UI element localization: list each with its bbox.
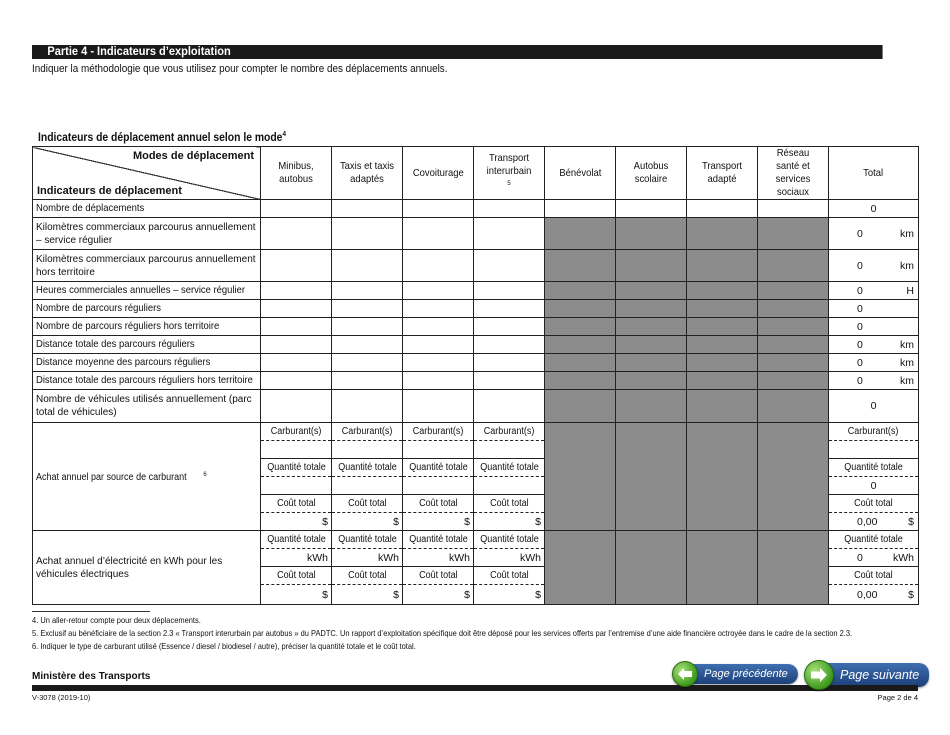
input-cell[interactable] bbox=[403, 390, 474, 423]
input-cell[interactable] bbox=[474, 390, 545, 423]
disabled-cell bbox=[545, 250, 616, 282]
elec-qty-label: Quantité totale bbox=[332, 531, 403, 549]
disabled-cell bbox=[687, 423, 758, 531]
row-label: Heures commerciales annuelles – service régulier bbox=[33, 282, 261, 300]
fuel-qty-input[interactable] bbox=[261, 477, 332, 495]
input-cell[interactable] bbox=[687, 200, 758, 218]
elec-cost-input[interactable]: $ bbox=[332, 585, 403, 605]
row-label: Nombre de parcours réguliers bbox=[33, 300, 261, 318]
input-cell[interactable] bbox=[403, 354, 474, 372]
input-cell[interactable] bbox=[403, 200, 474, 218]
input-cell[interactable] bbox=[332, 200, 403, 218]
arrow-right-icon bbox=[804, 660, 834, 690]
disabled-cell bbox=[687, 318, 758, 336]
elec-cost-input[interactable]: $ bbox=[261, 585, 332, 605]
input-cell[interactable] bbox=[474, 300, 545, 318]
mode-reseau-sante: Réseau santé et services sociaux bbox=[758, 147, 829, 200]
fuel-row-carburant bbox=[33, 423, 919, 441]
total-cell: 0 bbox=[829, 200, 919, 218]
page-number: Page 2 de 4 bbox=[877, 693, 918, 702]
disabled-cell bbox=[687, 390, 758, 423]
elec-cost-input[interactable]: $ bbox=[403, 585, 474, 605]
disabled-cell bbox=[687, 372, 758, 390]
disabled-cell bbox=[545, 300, 616, 318]
total-cell: 0 km bbox=[829, 372, 919, 390]
disabled-cell bbox=[616, 282, 687, 300]
input-cell[interactable] bbox=[261, 318, 332, 336]
elec-qty-label: Quantité totale bbox=[474, 531, 545, 549]
table-title: Indicateurs de déplacement annuel selon le mode$^4$ bbox=[38, 131, 286, 144]
fuel-qty-input[interactable] bbox=[474, 477, 545, 495]
elec-qty-input[interactable]: kWh bbox=[403, 549, 474, 567]
input-cell[interactable] bbox=[545, 200, 616, 218]
mode-total: Total bbox=[829, 147, 919, 200]
row-label: Kilomètres commerciaux parcourus annuellement hors territoire bbox=[33, 250, 261, 282]
input-cell[interactable] bbox=[261, 200, 332, 218]
elec-label: Achat annuel d’électricité en kWh pour les véhicules électriques bbox=[33, 531, 261, 605]
elec-cost-label: Coût total bbox=[261, 567, 332, 585]
arrow-left-icon bbox=[672, 661, 698, 687]
total-cell: 0 bbox=[829, 390, 919, 423]
fuel-carburant-field[interactable]: Carburant(s) bbox=[403, 423, 474, 441]
footnote-4: 4. Un aller-retour compte pour deux déplacements. bbox=[32, 615, 201, 625]
elec-row-quantite bbox=[33, 531, 919, 549]
mode-minibus: Minibus, autobus bbox=[261, 147, 332, 200]
input-cell[interactable] bbox=[332, 300, 403, 318]
input-cell[interactable] bbox=[474, 282, 545, 300]
fuel-cost-label: Coût total bbox=[261, 495, 332, 513]
disabled-cell bbox=[545, 336, 616, 354]
row-label: Kilomètres commerciaux parcourus annuellement – service régulier bbox=[33, 218, 261, 250]
section-title: Partie 4 - Indicateurs d’exploitation bbox=[47, 46, 231, 58]
mode-taxis: Taxis et taxis adaptés bbox=[332, 147, 403, 200]
table-row bbox=[33, 336, 919, 354]
disabled-cell bbox=[616, 531, 687, 605]
disabled-cell bbox=[616, 218, 687, 250]
total-cell: 0 km bbox=[829, 218, 919, 250]
fuel-qty-label: Quantité totale bbox=[332, 459, 403, 477]
disabled-cell bbox=[616, 354, 687, 372]
fuel-cost-label: Coût total bbox=[332, 495, 403, 513]
total-cell bbox=[829, 441, 919, 459]
input-cell[interactable] bbox=[758, 200, 829, 218]
row-label: Distance totale des parcours réguliers bbox=[33, 336, 261, 354]
input-cell[interactable] bbox=[332, 336, 403, 354]
table-row bbox=[33, 318, 919, 336]
table-row bbox=[33, 200, 919, 218]
row-label: Distance totale des parcours réguliers hors territoire bbox=[33, 372, 261, 390]
input-cell[interactable] bbox=[332, 354, 403, 372]
disabled-cell bbox=[616, 318, 687, 336]
table-row bbox=[33, 390, 919, 423]
previous-page-label: Page précédente bbox=[686, 664, 798, 684]
input-cell[interactable] bbox=[403, 372, 474, 390]
table-row bbox=[33, 354, 919, 372]
input-cell[interactable] bbox=[474, 372, 545, 390]
methodology-instruction: Indiquer la méthodologie que vous utilisez pour compter le nombre des déplacements annuels. bbox=[32, 63, 448, 75]
corner-header: Modes de déplacement Indicateurs de déplacement bbox=[33, 147, 261, 200]
input-cell[interactable] bbox=[403, 300, 474, 318]
table-row bbox=[33, 218, 919, 250]
elec-qty-total: 0 kWh bbox=[829, 549, 919, 567]
previous-page-button[interactable] bbox=[672, 661, 798, 687]
disabled-cell bbox=[545, 531, 616, 605]
fuel-carburant-field[interactable]: Carburant(s) bbox=[261, 423, 332, 441]
input-cell[interactable] bbox=[403, 218, 474, 250]
input-cell[interactable] bbox=[403, 441, 474, 459]
input-cell[interactable] bbox=[616, 200, 687, 218]
fuel-cost-input[interactable]: $ bbox=[261, 513, 332, 531]
header-row bbox=[33, 147, 919, 200]
disabled-cell bbox=[758, 372, 829, 390]
input-cell[interactable] bbox=[332, 441, 403, 459]
elec-qty-input[interactable]: kWh bbox=[261, 549, 332, 567]
input-cell[interactable] bbox=[261, 390, 332, 423]
disabled-cell bbox=[545, 372, 616, 390]
input-cell[interactable] bbox=[474, 318, 545, 336]
elec-cost-total-label: Coût total bbox=[829, 567, 919, 585]
ministry-name: Ministère des Transports bbox=[32, 671, 151, 682]
elec-qty-total-label: Quantité totale bbox=[829, 531, 919, 549]
fuel-qty-label: Quantité totale bbox=[403, 459, 474, 477]
total-cell: 0 H bbox=[829, 282, 919, 300]
disabled-cell bbox=[545, 390, 616, 423]
table-row bbox=[33, 372, 919, 390]
fuel-carburant-field[interactable]: Carburant(s) bbox=[332, 423, 403, 441]
next-page-label: Page suivante bbox=[822, 663, 929, 687]
mode-transport-adapte: Transport adapté bbox=[687, 147, 758, 200]
disabled-cell bbox=[616, 250, 687, 282]
indicators-table bbox=[32, 146, 919, 605]
mode-interurbain: Transport interurbain$^5$ bbox=[474, 147, 545, 200]
row-label: Nombre de déplacements bbox=[33, 200, 261, 218]
fuel-qty-total: 0 bbox=[829, 477, 919, 495]
fuel-carburant-field[interactable]: Carburant(s) bbox=[474, 423, 545, 441]
disabled-cell bbox=[687, 218, 758, 250]
disabled-cell bbox=[616, 423, 687, 531]
disabled-cell bbox=[758, 282, 829, 300]
disabled-cell bbox=[687, 354, 758, 372]
table-row bbox=[33, 300, 919, 318]
footer-bar bbox=[32, 685, 918, 691]
input-cell[interactable] bbox=[474, 354, 545, 372]
disabled-cell bbox=[758, 300, 829, 318]
fuel-qty-total-label: Quantité totale bbox=[829, 459, 919, 477]
total-cell: 0 bbox=[829, 300, 919, 318]
input-cell[interactable] bbox=[474, 250, 545, 282]
total-cell: 0 km bbox=[829, 250, 919, 282]
elec-cost-label: Coût total bbox=[403, 567, 474, 585]
disabled-cell bbox=[545, 423, 616, 531]
input-cell[interactable] bbox=[403, 336, 474, 354]
input-cell[interactable] bbox=[403, 250, 474, 282]
input-cell[interactable] bbox=[261, 300, 332, 318]
fuel-qty-label: Quantité totale bbox=[261, 459, 332, 477]
disabled-cell bbox=[616, 390, 687, 423]
input-cell[interactable] bbox=[261, 354, 332, 372]
fuel-qty-input[interactable] bbox=[403, 477, 474, 495]
elec-qty-input[interactable]: kWh bbox=[474, 549, 545, 567]
total-cell: 0 bbox=[829, 318, 919, 336]
disabled-cell bbox=[687, 250, 758, 282]
disabled-cell bbox=[687, 300, 758, 318]
elec-qty-label: Quantité totale bbox=[403, 531, 474, 549]
elec-qty-input[interactable]: kWh bbox=[332, 549, 403, 567]
input-cell[interactable] bbox=[474, 200, 545, 218]
disabled-cell bbox=[758, 318, 829, 336]
disabled-cell bbox=[687, 336, 758, 354]
fuel-cost-total: 0,00 $ bbox=[829, 513, 919, 531]
input-cell[interactable] bbox=[474, 218, 545, 250]
input-cell[interactable] bbox=[261, 282, 332, 300]
fuel-cost-label: Coût total bbox=[474, 495, 545, 513]
table-row bbox=[33, 250, 919, 282]
input-cell[interactable] bbox=[332, 390, 403, 423]
section-title-bar bbox=[32, 45, 883, 59]
input-cell[interactable] bbox=[261, 218, 332, 250]
fuel-carburant-total: Carburant(s) bbox=[829, 423, 919, 441]
fuel-qty-input[interactable] bbox=[332, 477, 403, 495]
disabled-cell bbox=[545, 318, 616, 336]
fuel-cost-label: Coût total bbox=[403, 495, 474, 513]
fuel-cost-input[interactable]: $ bbox=[474, 513, 545, 531]
footnote-6: 6. Indiquer le type de carburant utilisé (Essence / diesel / biodiesel / autre), préciser la quantité totale et le coût total. bbox=[32, 641, 416, 651]
disabled-cell bbox=[758, 531, 829, 605]
form-code: V-3078 (2019-10) bbox=[32, 693, 91, 702]
fuel-label: Achat annuel par source de carburant $^6$ bbox=[33, 423, 261, 531]
input-cell[interactable] bbox=[261, 336, 332, 354]
input-cell[interactable] bbox=[332, 218, 403, 250]
input-cell[interactable] bbox=[261, 250, 332, 282]
input-cell[interactable] bbox=[332, 282, 403, 300]
disabled-cell bbox=[687, 531, 758, 605]
disabled-cell bbox=[545, 354, 616, 372]
disabled-cell bbox=[758, 390, 829, 423]
input-cell[interactable] bbox=[474, 336, 545, 354]
footnote-divider bbox=[32, 611, 150, 612]
disabled-cell bbox=[545, 218, 616, 250]
elec-cost-label: Coût total bbox=[474, 567, 545, 585]
total-cell: 0 km bbox=[829, 354, 919, 372]
input-cell[interactable] bbox=[403, 318, 474, 336]
fuel-qty-label: Quantité totale bbox=[474, 459, 545, 477]
table-row bbox=[33, 282, 919, 300]
elec-cost-total: 0,00 $ bbox=[829, 585, 919, 605]
disabled-cell bbox=[545, 282, 616, 300]
input-cell[interactable] bbox=[403, 282, 474, 300]
elec-cost-label: Coût total bbox=[332, 567, 403, 585]
disabled-cell bbox=[616, 300, 687, 318]
row-label: Nombre de parcours réguliers hors territoire bbox=[33, 318, 261, 336]
input-cell[interactable] bbox=[261, 441, 332, 459]
mode-autobus-scolaire: Autobus scolaire bbox=[616, 147, 687, 200]
row-label: Distance moyenne des parcours réguliers bbox=[33, 354, 261, 372]
input-cell[interactable] bbox=[261, 372, 332, 390]
input-cell[interactable] bbox=[474, 441, 545, 459]
input-cell[interactable] bbox=[332, 318, 403, 336]
disabled-cell bbox=[758, 336, 829, 354]
mode-covoiturage: Covoiturage bbox=[403, 147, 474, 200]
elec-cost-input[interactable]: $ bbox=[474, 585, 545, 605]
disabled-cell bbox=[687, 282, 758, 300]
total-cell: 0 km bbox=[829, 336, 919, 354]
fuel-cost-input[interactable]: $ bbox=[403, 513, 474, 531]
disabled-cell bbox=[758, 250, 829, 282]
input-cell[interactable] bbox=[332, 250, 403, 282]
fuel-cost-total-label: Coût total bbox=[829, 495, 919, 513]
elec-qty-label: Quantité totale bbox=[261, 531, 332, 549]
mode-benevolat: Bénévolat bbox=[545, 147, 616, 200]
disabled-cell bbox=[758, 423, 829, 531]
disabled-cell bbox=[758, 354, 829, 372]
disabled-cell bbox=[616, 372, 687, 390]
disabled-cell bbox=[616, 336, 687, 354]
input-cell[interactable] bbox=[332, 372, 403, 390]
fuel-cost-input[interactable]: $ bbox=[332, 513, 403, 531]
disabled-cell bbox=[758, 218, 829, 250]
footnote-5: 5. Exclusif au bénéficiaire de la section 2.3 « Transport interurbain par autobus » du PADTC. Un rapport d’exploitation spécifique doit être déposé pour les services offerts par l’entremise d’une aide financière octroyée dans le cadre de la section 2.3. bbox=[32, 628, 853, 638]
row-label: Nombre de véhicules utilisés annuellement (parc total de véhicules) bbox=[33, 390, 261, 423]
